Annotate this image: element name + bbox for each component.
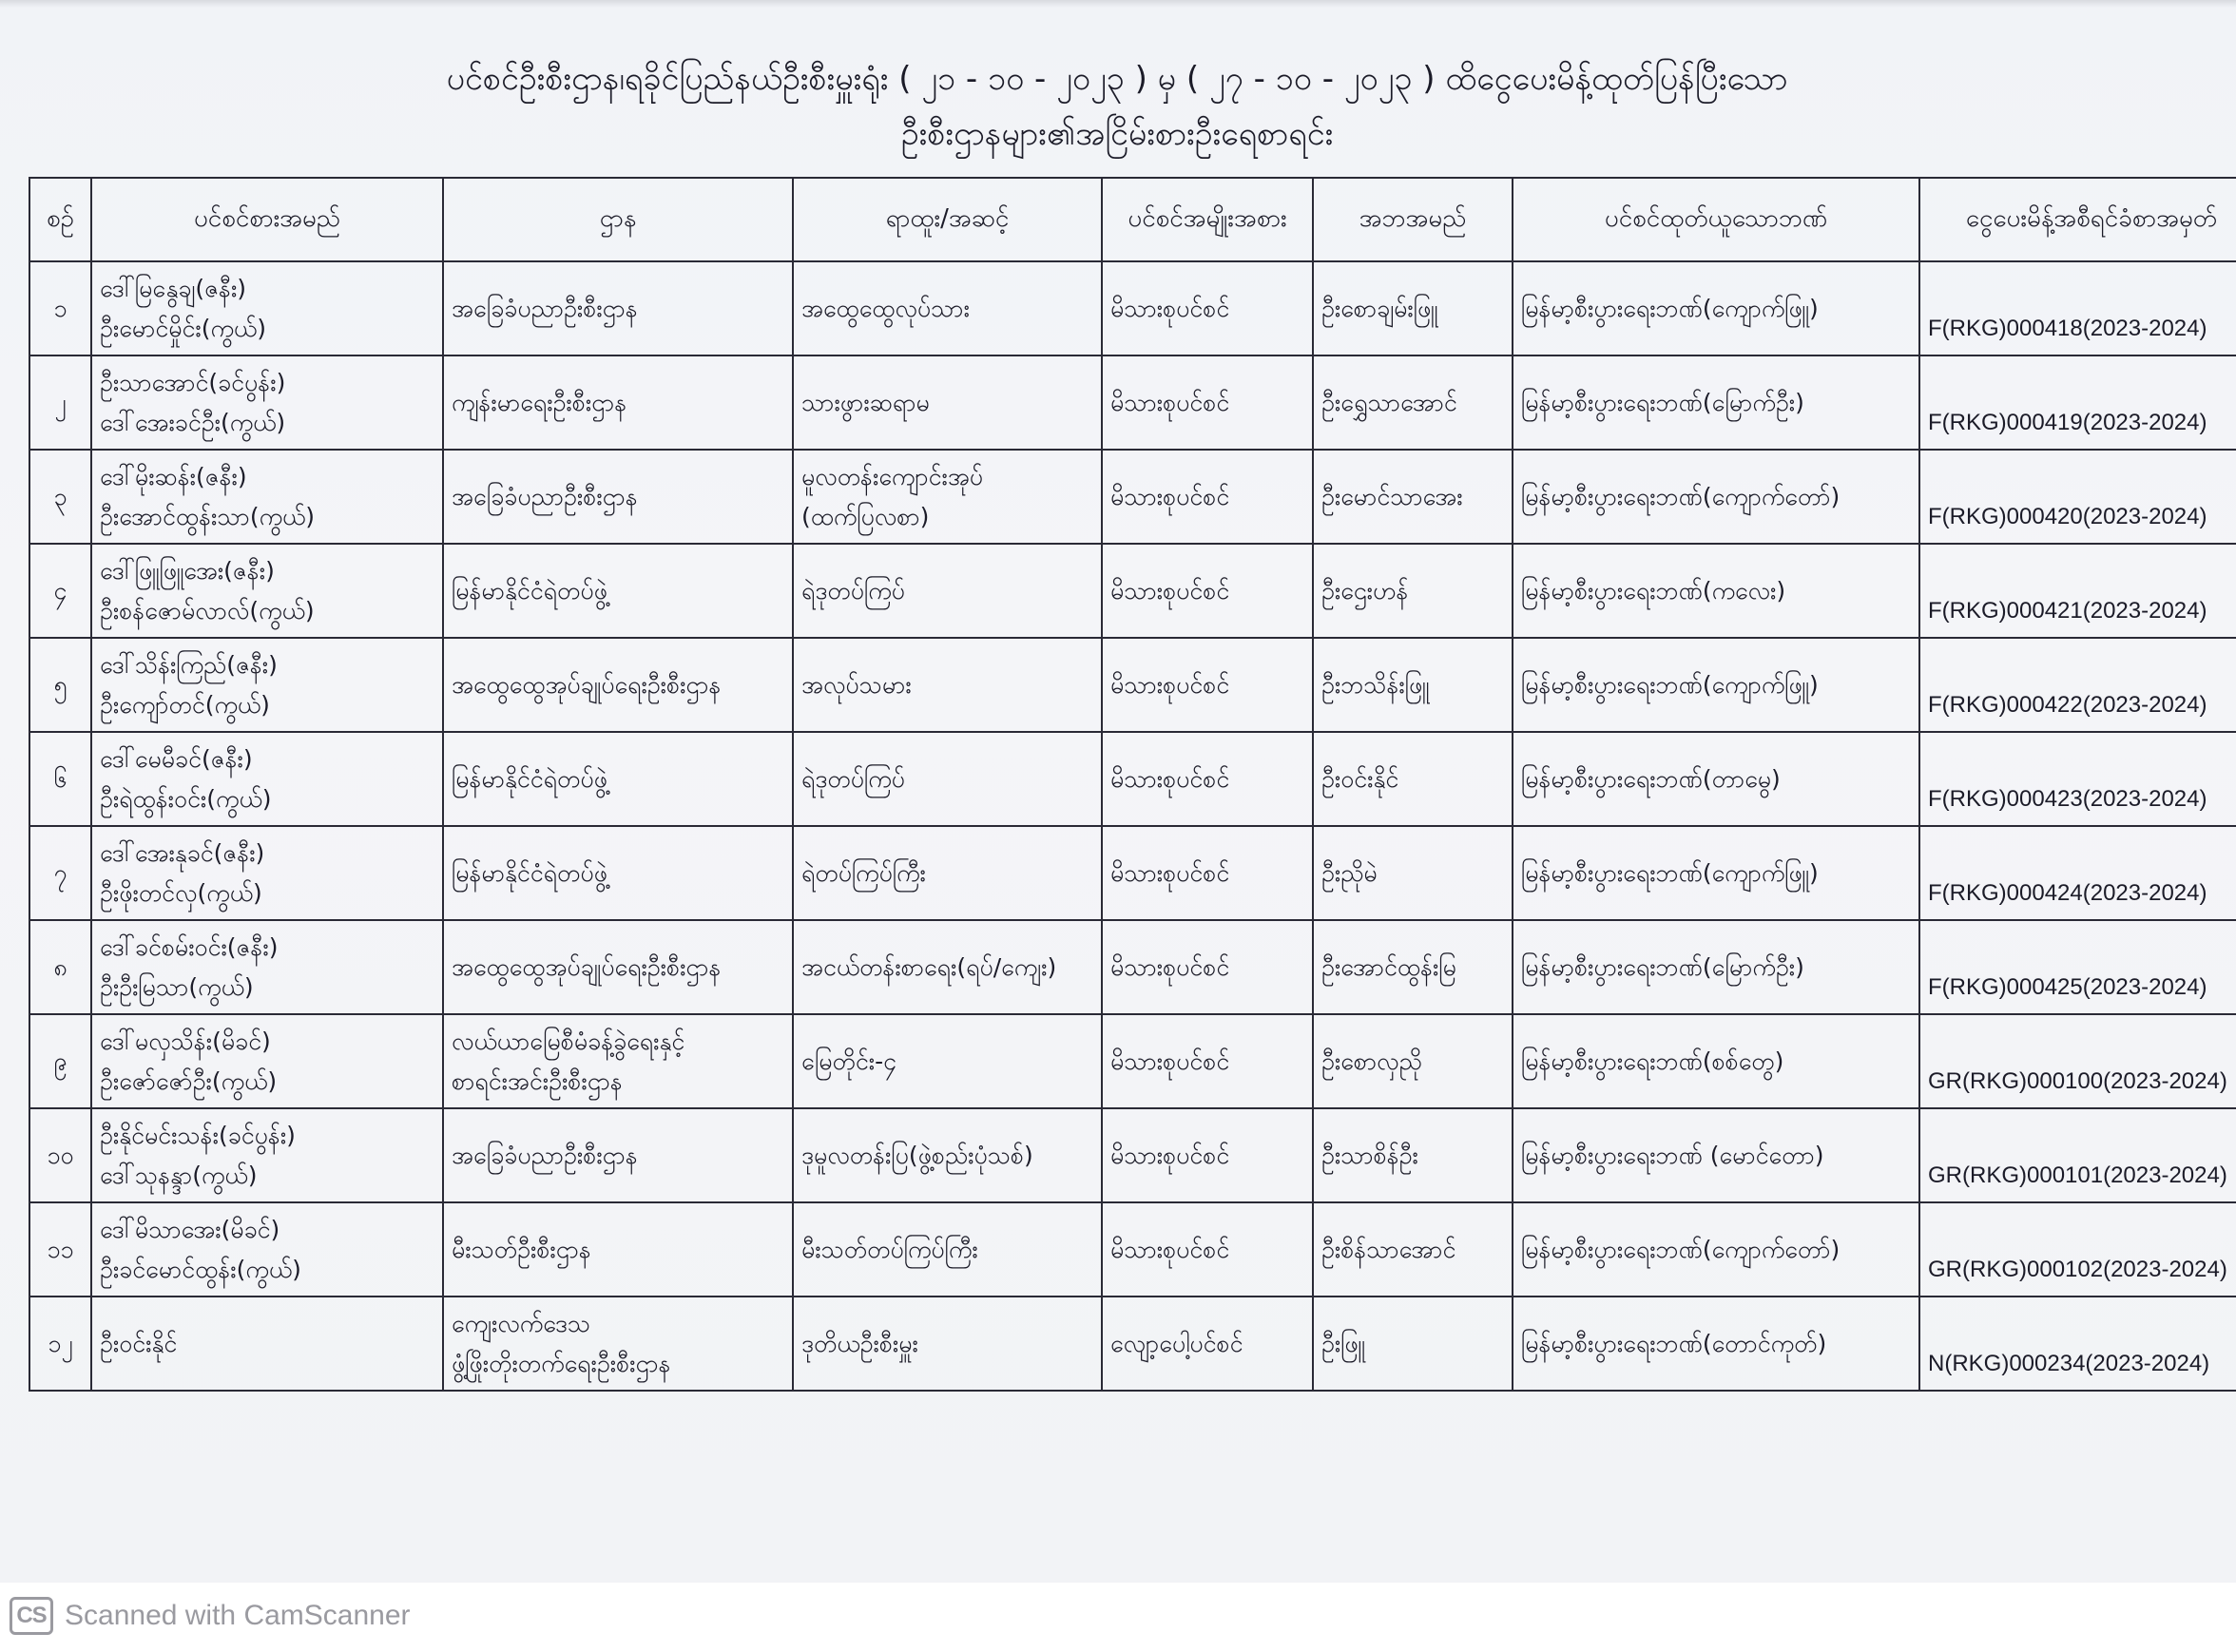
cell-bank-text: မြန်မာ့စီးပွားရေးဘဏ်(မြောက်ဦး): [1521, 388, 1804, 416]
cell-bank: [1513, 638, 1919, 732]
cell-father-name: [1313, 261, 1513, 355]
cell-father-name: [1313, 920, 1513, 1014]
cell-bank-text: မြန်မာ့စီးပွားရေးဘဏ် (မောင်တော): [1521, 1141, 1824, 1169]
cell-serial-no: [29, 1202, 91, 1297]
cell-pensioner-name-text-2: ဒေါ်သုနန္ဒာ(ကွယ်): [100, 1161, 258, 1189]
cell-department: [443, 826, 793, 920]
cell-father-name-text: ဦးဝင်းနိုင်: [1321, 764, 1399, 793]
cell-bank-text: မြန်မာ့စီးပွားရေးဘဏ်(စစ်တွေ): [1521, 1047, 1784, 1075]
table-header-row: [29, 178, 2236, 261]
cell-department-text-2: စာရင်းအင်းဦးစီးဌာန: [452, 1066, 623, 1095]
cell-department-text-1: မြန်မာနိုင်ငံရဲတပ်ဖွဲ့: [452, 858, 607, 887]
cell-serial-no-text: ၄: [53, 576, 67, 605]
cell-pension-type-text: မိသားစုပင်စင်: [1110, 482, 1230, 510]
cell-pensioner-name-text-1: ဦးဝင်းနိုင်: [100, 1329, 178, 1357]
cell-permit-number-text: F(RKG)000425(2023-2024): [1928, 974, 2207, 1000]
cell-bank: [1513, 920, 1919, 1014]
document-title-line-2: ဦးစီးဌာနများ၏အငြိမ်းစားဦးရေစာရင်း: [900, 115, 1334, 153]
header-permit-number: ငွေပေးမိန့်အစီရင်ခံစာအမှတ်: [1919, 178, 2236, 261]
cell-position: [793, 450, 1102, 544]
cell-bank-text: မြန်မာ့စီးပွားရေးဘဏ်(ကျောက်တော်): [1521, 1235, 1841, 1263]
cell-permit-number: [1919, 826, 2236, 920]
cell-department: [443, 638, 793, 732]
cell-pension-type: [1102, 1108, 1313, 1202]
cell-father-name: [1313, 355, 1513, 450]
cell-serial-no-text: ၁၀: [47, 1141, 74, 1169]
cell-department-text-1: အခြေခံပညာဦးစီးဌာန: [452, 294, 638, 322]
cell-position: [793, 638, 1102, 732]
cell-father-name-text: ဦးမောင်သာအေး: [1321, 482, 1463, 510]
cell-pension-type-text: မိသားစုပင်စင်: [1110, 1141, 1230, 1169]
cell-serial-no-text: ၂: [54, 388, 67, 416]
cell-pension-type-text: မိသားစုပင်စင်: [1110, 1047, 1230, 1075]
cell-permit-number-text: N(RKG)000234(2023-2024): [1928, 1351, 2210, 1376]
cell-father-name-text: ဦးစိန်သာအောင်: [1321, 1235, 1456, 1263]
cell-serial-no-text: ၈: [53, 952, 67, 981]
cell-department-text-1: ကျေးလက်ဒေသ: [452, 1309, 591, 1337]
cell-position: [793, 1108, 1102, 1202]
cell-bank: [1513, 544, 1919, 638]
cell-bank: [1513, 732, 1919, 826]
cell-bank: [1513, 826, 1919, 920]
cell-position: [793, 920, 1102, 1014]
cell-serial-no: [29, 920, 91, 1014]
cell-pension-type: [1102, 544, 1313, 638]
cell-serial-no-text: ၁: [53, 294, 67, 322]
cell-pension-type: [1102, 1297, 1313, 1391]
cell-department: [443, 1014, 793, 1108]
cell-pensioner-name: [91, 450, 443, 544]
cell-department-text-2: ဖွံ့ဖြိုးတိုးတက်ရေးဦးစီးဌာန: [452, 1349, 671, 1377]
cell-pension-type: [1102, 920, 1313, 1014]
cell-pensioner-name-text-2: ဦးဇော်ဇော်ဦး(ကွယ်): [100, 1066, 278, 1095]
table-row: [29, 261, 2236, 355]
cell-pensioner-name: [91, 1108, 443, 1202]
cell-permit-number-text: F(RKG)000423(2023-2024): [1928, 786, 2207, 812]
cell-pension-type-text: မိသားစုပင်စင်: [1110, 952, 1230, 981]
cell-department-text-1: မြန်မာနိုင်ငံရဲတပ်ဖွဲ့: [452, 764, 607, 793]
document-title-line-1: ပင်စင်ဦးစီးဌာန၊ရခိုင်ပြည်နယ်ဦးစီးမှူးရုံး ( ၂၁ - ၁၀ - ၂၀၂၃ ) မှ ( ၂၇ - ၁၀ - ၂၀၂၃ ) ထိငွေပေးမိန့်ထုတ်ပြန်ပြီးသော: [446, 60, 1788, 98]
cell-pensioner-name-text-1: ဦးနိုင်မင်းသန်း(ခင်ပွန်း): [100, 1121, 296, 1149]
cell-father-name-text: ဦးသာစိန်ဦး: [1321, 1141, 1418, 1169]
cell-father-name-text: ဦးဖြူ: [1321, 1329, 1365, 1357]
cell-pensioner-name-text-1: ဒေါ်ခင်စမ်းဝင်း(ဇနီး): [100, 932, 279, 961]
cell-serial-no: [29, 826, 91, 920]
cell-permit-number: [1919, 355, 2236, 450]
cell-father-name: [1313, 1297, 1513, 1391]
cell-pension-type: [1102, 450, 1313, 544]
cell-bank-text: မြန်မာ့စီးပွားရေးဘဏ်(ကျောက်ဖြူ): [1521, 294, 1819, 322]
table-row: [29, 638, 2236, 732]
cell-serial-no: [29, 544, 91, 638]
cell-bank-text: မြန်မာ့စီးပွားရေးဘဏ်(ကျောက်ဖြူ): [1521, 858, 1819, 887]
cell-permit-number-text: F(RKG)000420(2023-2024): [1928, 504, 2207, 529]
cell-father-name-text: ဦးဌေးဟန်: [1321, 576, 1409, 605]
cell-pensioner-name-text-2: ဦးအောင်ထွန်းသာ(ကွယ်): [100, 502, 316, 530]
cell-permit-number: [1919, 261, 2236, 355]
cell-department: [443, 355, 793, 450]
cell-pensioner-name: [91, 355, 443, 450]
cell-bank-text: မြန်မာ့စီးပွားရေးဘဏ်(တောင်ကုတ်): [1521, 1329, 1827, 1357]
cell-permit-number-text: F(RKG)000421(2023-2024): [1928, 598, 2207, 624]
cell-position-text-1: အလုပ်သမား: [801, 670, 912, 699]
cell-department-text-1: မီးသတ်ဦးစီးဌာန: [452, 1235, 591, 1263]
cell-position: [793, 544, 1102, 638]
cell-pensioner-name: [91, 261, 443, 355]
cell-position-text-1: သားဖွားဆရာမ: [801, 388, 930, 416]
cell-bank: [1513, 355, 1919, 450]
cell-father-name-text: ဦးဘသိန်းဖြူ: [1321, 670, 1430, 699]
cell-pensioner-name: [91, 1014, 443, 1108]
header-father-name: အဘအမည်: [1313, 178, 1513, 261]
cell-position-text-1: ဒုတိယဦးစီးမှူး: [801, 1329, 918, 1357]
cell-position: [793, 1202, 1102, 1297]
cell-position-text-2: (ထက်ပြလစာ): [801, 502, 930, 530]
cell-pension-type: [1102, 732, 1313, 826]
cell-permit-number: [1919, 544, 2236, 638]
cell-father-name: [1313, 1014, 1513, 1108]
table-row: [29, 732, 2236, 826]
cell-department: [443, 732, 793, 826]
cell-serial-no-text: ၇: [53, 858, 67, 887]
cell-serial-no-text: ၆: [53, 764, 67, 793]
table-row: [29, 1202, 2236, 1297]
cell-father-name: [1313, 450, 1513, 544]
cell-permit-number: [1919, 1202, 2236, 1297]
cell-pensioner-name-text-1: ဦးသာအောင်(ခင်ပွန်း): [100, 368, 286, 396]
cell-pensioner-name-text-1: ဒေါ်ဖြူဖြူအေး(ဇနီး): [100, 556, 275, 585]
cell-pensioner-name-text-1: ဒေါ်အေးနုခင်(ဇနီး): [100, 838, 265, 867]
cell-pensioner-name-text-2: ဦးရဲထွန်းဝင်း(ကွယ်): [100, 784, 272, 813]
cell-permit-number: [1919, 1297, 2236, 1391]
cell-bank-text: မြန်မာ့စီးပွားရေးဘဏ်(ကလေး): [1521, 576, 1786, 605]
cell-serial-no: [29, 638, 91, 732]
cell-serial-no: [29, 1014, 91, 1108]
cell-bank: [1513, 261, 1919, 355]
cell-pensioner-name: [91, 826, 443, 920]
header-pensioner-name: ပင်စင်စားအမည်: [91, 178, 443, 261]
cell-father-name: [1313, 638, 1513, 732]
cell-permit-number: [1919, 1108, 2236, 1202]
camscanner-text: Scanned with CamScanner: [65, 1600, 411, 1631]
cell-serial-no-text: ၃: [53, 482, 67, 510]
cell-permit-number: [1919, 920, 2236, 1014]
table-row: [29, 450, 2236, 544]
cell-bank-text: မြန်မာ့စီးပွားရေးဘဏ်(ကျောက်ဖြူ): [1521, 670, 1819, 699]
cell-bank: [1513, 1202, 1919, 1297]
cell-department: [443, 1297, 793, 1391]
cell-permit-number: [1919, 638, 2236, 732]
cell-pensioner-name-text-1: ဒေါ်မိုးဆန်း(ဇနီး): [100, 462, 247, 490]
cell-father-name: [1313, 732, 1513, 826]
cell-position: [793, 732, 1102, 826]
cell-pension-type: [1102, 1014, 1313, 1108]
cell-pensioner-name-text-2: ဦးခင်မောင်ထွန်း(ကွယ်): [100, 1255, 301, 1283]
cell-position-text-1: ဒုမူလတန်းပြ(ဖွဲ့စည်းပုံသစ်): [801, 1141, 1033, 1169]
cell-pension-type-text: မိသားစုပင်စင်: [1110, 858, 1230, 887]
cell-father-name-text: ဦးညိုမဲ: [1321, 858, 1378, 887]
cell-serial-no-text: ၁၂: [48, 1329, 73, 1357]
header-department: ဌာန: [443, 178, 793, 261]
cell-pensioner-name-text-1: ဒေါ်မေမီခင်(ဇနီး): [100, 744, 253, 773]
cell-department: [443, 450, 793, 544]
cell-department-text-1: အထွေထွေအုပ်ချုပ်ရေးဦးစီးဌာန: [452, 952, 722, 981]
cell-pension-type: [1102, 1202, 1313, 1297]
cell-department-text-1: ကျန်းမာရေးဦးစီးဌာန: [452, 388, 627, 416]
cell-position-text-1: မီးသတ်တပ်ကြပ်ကြီး: [801, 1235, 978, 1263]
cell-father-name: [1313, 1202, 1513, 1297]
cell-department: [443, 920, 793, 1014]
cell-pensioner-name: [91, 1202, 443, 1297]
cell-position: [793, 826, 1102, 920]
cell-pension-type: [1102, 638, 1313, 732]
paper-edge-shadow: [0, 0, 2236, 8]
cell-serial-no-text: ၅: [53, 670, 67, 699]
cell-serial-no: [29, 732, 91, 826]
cell-father-name-text: ဦးစောချမ်းဖြူ: [1321, 294, 1438, 322]
cell-pensioner-name-text-1: ဒေါ်မြနွေချ(ဇနီး): [100, 274, 247, 302]
cell-pensioner-name-text-1: ဒေါ်သိန်းကြည်(ဇနီး): [100, 650, 278, 679]
cell-pension-type-text: မိသားစုပင်စင်: [1110, 670, 1230, 699]
cell-bank-text: မြန်မာ့စီးပွားရေးဘဏ်(ကျောက်တော်): [1521, 482, 1841, 510]
cell-department: [443, 1108, 793, 1202]
cell-position: [793, 1297, 1102, 1391]
cell-department-text-1: လယ်ယာမြေစီမံခန့်ခွဲရေးနှင့်: [452, 1027, 685, 1055]
camscanner-logo-icon: CS: [10, 1597, 53, 1635]
cell-department-text-1: အထွေထွေအုပ်ချုပ်ရေးဦးစီးဌာန: [452, 670, 722, 699]
cell-pensioner-name-text-2: ဦးမောင်မှိုင်း(ကွယ်): [100, 314, 266, 342]
cell-position: [793, 355, 1102, 450]
cell-pensioner-name-text-2: ဦးစန်ဇောမ်လာလ်(ကွယ်): [100, 596, 315, 624]
cell-department-text-1: အခြေခံပညာဦးစီးဌာန: [452, 482, 638, 510]
header-pension-type: ပင်စင်အမျိုးအစား: [1102, 178, 1313, 261]
cell-serial-no: [29, 355, 91, 450]
cell-department: [443, 1202, 793, 1297]
cell-serial-no: [29, 1297, 91, 1391]
cell-bank-text: မြန်မာ့စီးပွားရေးဘဏ်(မြောက်ဦး): [1521, 952, 1804, 981]
cell-pensioner-name-text-1: ဒေါ်မိသာအေး(မိခင်): [100, 1215, 280, 1243]
cell-permit-number-text: F(RKG)000419(2023-2024): [1928, 410, 2207, 435]
cell-pension-type: [1102, 826, 1313, 920]
cell-position-text-1: မူလတန်းကျောင်းအုပ်: [801, 462, 984, 490]
cell-bank: [1513, 1297, 1919, 1391]
cell-permit-number-text: F(RKG)000422(2023-2024): [1928, 692, 2207, 718]
cell-permit-number: [1919, 450, 2236, 544]
cell-bank-text: မြန်မာ့စီးပွားရေးဘဏ်(တာမွေ): [1521, 764, 1781, 793]
cell-pension-type-text: မိသားစုပင်စင်: [1110, 294, 1230, 322]
cell-serial-no-text: ၁၁: [47, 1235, 74, 1263]
table-row: [29, 355, 2236, 450]
cell-pensioner-name: [91, 732, 443, 826]
table-row: [29, 1014, 2236, 1108]
table-row: [29, 826, 2236, 920]
cell-father-name-text: ဦးစောလှညို: [1321, 1047, 1422, 1075]
header-position: ရာထူး/အဆင့်: [793, 178, 1102, 261]
cell-serial-no: [29, 450, 91, 544]
cell-father-name-text: ဦးရွှေသာအောင်: [1321, 388, 1457, 416]
cell-serial-no-text: ၉: [53, 1047, 67, 1075]
cell-position: [793, 261, 1102, 355]
cell-pensioner-name-text-2: ဒေါ်အေးခင်ဦး(ကွယ်): [100, 408, 286, 436]
cell-pension-type-text: လျော့ပေါ့ပင်စင်: [1110, 1329, 1243, 1357]
cell-position-text-1: အငယ်တန်းစာရေး(ရပ်/ကျေး): [801, 952, 1057, 981]
table-row: [29, 544, 2236, 638]
cell-father-name: [1313, 1108, 1513, 1202]
cell-position-text-1: ရဲတပ်ကြပ်ကြီး: [801, 858, 926, 887]
cell-department-text-1: အခြေခံပညာဦးစီးဌာန: [452, 1141, 638, 1169]
cell-position-text-1: ရဲဒုတပ်ကြပ်: [801, 576, 905, 605]
table-body: [29, 261, 2236, 1391]
cell-pensioner-name-text-2: ဦးဖိုးတင်လှ(ကွယ်): [100, 878, 262, 907]
cell-pensioner-name-text-2: ဦးဦးမြသာ(ကွယ်): [100, 972, 254, 1001]
cell-permit-number: [1919, 732, 2236, 826]
camscanner-watermark: [10, 1597, 411, 1635]
cell-department-text-1: မြန်မာနိုင်ငံရဲတပ်ဖွဲ့: [452, 576, 607, 605]
cell-pension-type-text: မိသားစုပင်စင်: [1110, 388, 1230, 416]
cell-pensioner-name: [91, 544, 443, 638]
cell-pensioner-name: [91, 1297, 443, 1391]
cell-pension-type-text: မိသားစုပင်စင်: [1110, 576, 1230, 605]
cell-permit-number-text: F(RKG)000424(2023-2024): [1928, 880, 2207, 906]
cell-bank: [1513, 450, 1919, 544]
header-serial-no: စဉ်: [29, 178, 91, 261]
cell-position-text-1: အထွေထွေလုပ်သား: [801, 294, 970, 322]
cell-position-text-1: မြေတိုင်း-၄: [801, 1047, 897, 1075]
cell-father-name: [1313, 826, 1513, 920]
cell-position: [793, 1014, 1102, 1108]
cell-permit-number-text: GR(RKG)000101(2023-2024): [1928, 1162, 2227, 1188]
cell-bank: [1513, 1108, 1919, 1202]
cell-bank: [1513, 1014, 1919, 1108]
cell-pension-type: [1102, 261, 1313, 355]
cell-serial-no: [29, 261, 91, 355]
table-row: [29, 920, 2236, 1014]
cell-father-name: [1313, 544, 1513, 638]
cell-department: [443, 261, 793, 355]
cell-pensioner-name: [91, 638, 443, 732]
cell-permit-number-text: GR(RKG)000100(2023-2024): [1928, 1068, 2227, 1094]
pension-register-table: [29, 177, 2236, 1392]
cell-pensioner-name-text-1: ဒေါ်မလှသိန်း(မိခင်): [100, 1027, 271, 1055]
cell-pensioner-name-text-2: ဦးကျော်တင်(ကွယ်): [100, 690, 270, 719]
cell-permit-number-text: GR(RKG)000102(2023-2024): [1928, 1257, 2227, 1282]
cell-pensioner-name: [91, 920, 443, 1014]
cell-pension-type-text: မိသားစုပင်စင်: [1110, 1235, 1230, 1263]
cell-father-name-text: ဦးအောင်ထွန်းမြ: [1321, 952, 1456, 981]
cell-permit-number: [1919, 1014, 2236, 1108]
table-row: [29, 1108, 2236, 1202]
table-row: [29, 1297, 2236, 1391]
cell-permit-number-text: F(RKG)000418(2023-2024): [1928, 316, 2207, 341]
cell-pension-type: [1102, 355, 1313, 450]
header-bank: ပင်စင်ထုတ်ယူသောဘဏ်: [1513, 178, 1919, 261]
cell-serial-no: [29, 1108, 91, 1202]
cell-department: [443, 544, 793, 638]
cell-pension-type-text: မိသားစုပင်စင်: [1110, 764, 1230, 793]
cell-position-text-1: ရဲဒုတပ်ကြပ်: [801, 764, 905, 793]
